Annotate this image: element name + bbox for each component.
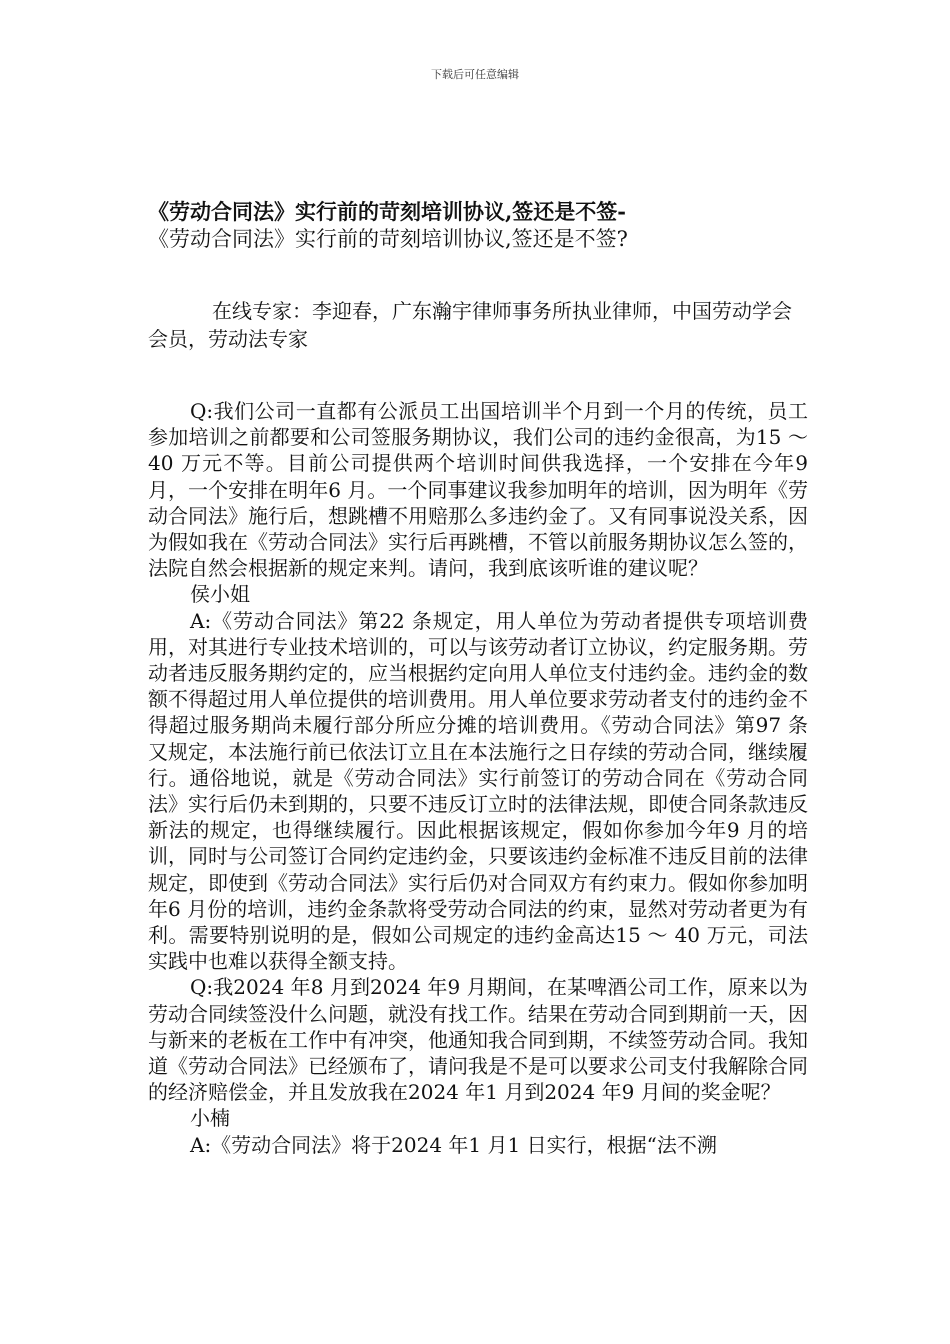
answer-1: A:《劳动合同法》第22 条规定，用人单位为劳动者提供专项培训费用，对其进行专业技术培训的，可以与该劳动者订立协议，约定服务期。劳动者违反服务期约定的，应当根据约定向用人单位支付违约金。违约金的数额不得超过用人单位提供的培训费用。用人单位要求劳动者支付的违约金不得超过服务期尚未履行部分所应分摊的培训费用。《劳动合同法》第97 条又规定，本法施行前已依法订立且在本法施行之日存续的劳动合同，继续履行。通俗地说，就是《劳动合同法》实行前签订的劳动合同在《劳动合同法》实行后仍未到期的，只要不违反订立时的法律法规，即使合同条款违反新法的规定，也得继续履行。因此根据该规定，假如你参加今年9 月的培训，同时与公司签订合同约定违约金，只要该违约金标准不违反目前的法律规定，即使到《劳动合同法》实行后仍对合同双方有约束力。假如你参加明年6 月份的培训，违约金条款将受劳动合同法的约束，显然对劳动者更为有利。需要特别说明的是，假如公司规定的违约金高达15 ～ 40 万元，司法实践中也难以获得全额支持。 [148,608,808,974]
document-title: 《劳动合同法》实行前的苛刻培训协议,签还是不签- [148,199,627,224]
question-1: Q:我们公司一直都有公派员工出国培训半个月到一个月的传统，员工参加培训之前都要和公司签服务期协议，我们公司的违约金很高，为15 ～ 40 万元不等。目前公司提供两个培训时间供我选择，一个安排在今年9 月，一个安排在明年6 月。一个同事建议我参加明年的培训，因为明年《劳动合同法》施行后，想跳槽不用赔那么多违约金了。又有同事说没关系，因为假如我在《劳动合同法》实行后再跳槽，不管以前服务期协议怎么签的，法院自然会根据新的规定来判。请问，我到底该听谁的建议呢？ [148,399,808,581]
question-2-signature: 小楠 [190,1106,230,1131]
question-1-signature: 侯小姐 [190,582,250,607]
expert-intro: 在线专家：李迎春，广东瀚宇律师事务所执业律师，中国劳动学会会员，劳动法专家 [148,299,792,351]
answer-2: A:《劳动合同法》将于2024 年1 月1 日实行，根据“法不溯 [190,1132,717,1157]
document-subtitle: 《劳动合同法》实行前的苛刻培训协议,签还是不签? [148,227,628,251]
question-2: Q:我2024 年8 月到2024 年9 月期间，在某啤酒公司工作，原来以为劳动合同续签没什么问题，就没有找工作。结果在劳动合同到期前一天，因与新来的老板在工作中有冲突，他通知我合同到期，不续签劳动合同。我知道《劳动合同法》已经颁布了，请问我是不是可以要求公司支付我解除合同的经济赔偿金，并且发放我在2024 年1 月到2024 年9 月间的奖金呢？ [148,975,808,1105]
header-note: 下载后可任意编辑 [431,68,519,81]
document-body [148,398,808,1158]
